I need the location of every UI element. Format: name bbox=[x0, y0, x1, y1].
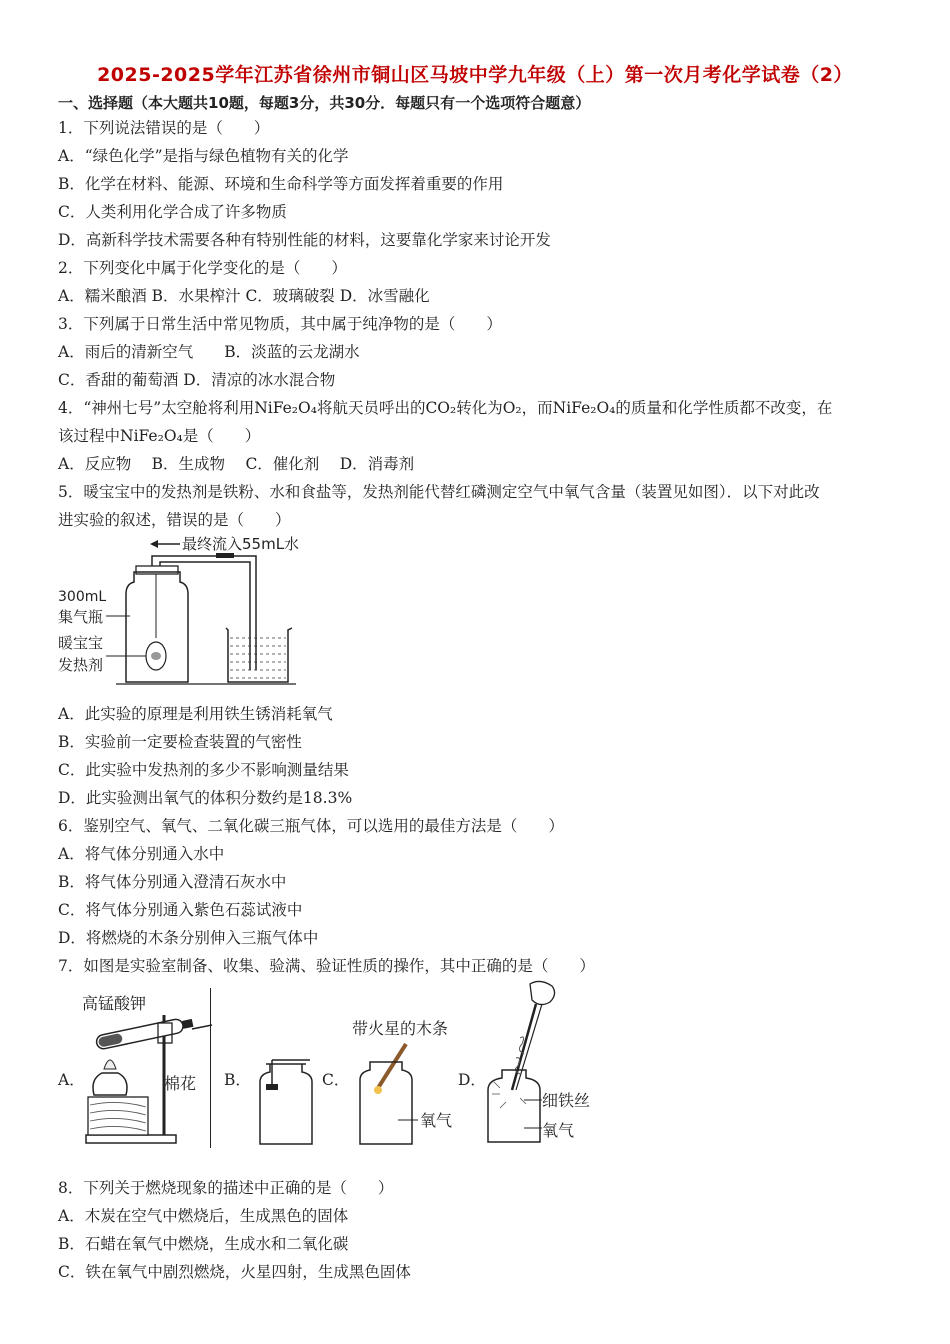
q5-stem-line2: 进实验的叙述，错误的是（ ） bbox=[58, 511, 291, 529]
q3-stem: 3．下列属于日常生活中常见物质，其中属于纯净物的是（ ） bbox=[58, 315, 502, 333]
fig-d-oxygen-label: 氧气 bbox=[542, 1121, 575, 1140]
q1-stem: 1．下列说法错误的是（ ） bbox=[58, 119, 270, 137]
q6-option-d: D．将燃烧的木条分别伸入三瓶气体中 bbox=[58, 929, 319, 947]
q7-label-a: A． bbox=[58, 1071, 85, 1089]
q7-figure-b-collection bbox=[250, 1050, 320, 1150]
q6-option-b: B．将气体分别通入澄清石灰水中 bbox=[58, 873, 287, 891]
q4-stem-line2: 该过程中NiFe₂O₄是（ ） bbox=[58, 427, 261, 445]
q3-options-ab: A．雨后的清新空气 B．淡蓝的云龙湖水 bbox=[58, 343, 360, 361]
fig-bottle-label: 集气瓶 bbox=[58, 608, 104, 626]
q5-stem-line1: 5．暖宝宝中的发热剂是铁粉、水和食盐等，发热剂能代替红磷测定空气中氧气含量（装置见如图）．以下对此改 bbox=[58, 483, 820, 501]
q5-option-a: A．此实验的原理是利用铁生锈消耗氧气 bbox=[58, 705, 333, 723]
q8-option-a: A．木炭在空气中燃烧后，生成黑色的固体 bbox=[58, 1207, 349, 1225]
q8-option-b: B．石蜡在氧气中燃烧，生成水和二氧化碳 bbox=[58, 1235, 349, 1253]
fig-d-wire-label: 细铁丝 bbox=[542, 1091, 591, 1110]
fig-heater-label-2: 发热剂 bbox=[58, 656, 104, 674]
q5-option-c: C．此实验中发热剂的多少不影响测量结果 bbox=[58, 761, 349, 779]
q7-figure-a-heating bbox=[80, 985, 215, 1150]
q6-option-c: C．将气体分别通入紫色石蕊试液中 bbox=[58, 901, 303, 919]
q7-divider bbox=[210, 988, 211, 1148]
fig-a-kmno4-label: 高锰酸钾 bbox=[82, 994, 147, 1013]
q7-label-d: D． bbox=[458, 1071, 486, 1089]
fig-heater-label-1: 暖宝宝 bbox=[58, 634, 104, 652]
q7-figure-d-iron-wire bbox=[480, 978, 610, 1150]
exam-title: 2025-2025学年江苏省徐州市铜山区马坡中学九年级（上）第一次月考化学试卷（2） bbox=[97, 64, 853, 86]
q1-option-d: D．高新科学技术需要各种有特别性能的材料，这要靠化学家来讨论开发 bbox=[58, 231, 551, 249]
fig-bottle-volume-label: 300mL bbox=[58, 589, 107, 605]
section-heading: 一、选择题（本大题共10题，每题3分，共30分．每题只有一个选项符合题意） bbox=[58, 94, 591, 112]
q2-stem: 2．下列变化中属于化学变化的是（ ） bbox=[58, 259, 347, 277]
q5-apparatus-figure bbox=[56, 530, 316, 690]
q8-stem: 8．下列关于燃烧现象的描述中正确的是（ ） bbox=[58, 1179, 394, 1197]
q7-label-b: B． bbox=[224, 1071, 251, 1089]
q6-option-a: A．将气体分别通入水中 bbox=[58, 845, 225, 863]
q5-option-d: D．此实验测出氧气的体积分数约是18.3% bbox=[58, 789, 353, 807]
q1-option-a: A．“绿色化学”是指与绿色植物有关的化学 bbox=[58, 147, 349, 165]
q3-options-cd: C．香甜的葡萄酒 D．清凉的冰水混合物 bbox=[58, 371, 336, 389]
q1-option-b: B．化学在材料、能源、环境和生命科学等方面发挥着重要的作用 bbox=[58, 175, 504, 193]
q8-option-c: C．铁在氧气中剧烈燃烧，火星四射，生成黑色固体 bbox=[58, 1263, 411, 1281]
q4-stem-line1: 4．“神州七号”太空舱将利用NiFe₂O₄将航天员呼出的CO₂转化为O₂，而NiFe₂O₄的质量和化学性质都不改变，在 bbox=[58, 399, 833, 417]
q2-options: A．糯米酿酒 B．水果榨汁 C．玻璃破裂 D．冰雪融化 bbox=[58, 287, 430, 305]
fig-arrow-label: 最终流入55mL水 bbox=[182, 535, 300, 553]
fig-a-cotton-label: 棉花 bbox=[164, 1074, 197, 1093]
fig-c-splint-label: 带火星的木条 bbox=[352, 1019, 449, 1038]
q7-stem: 7．如图是实验室制备、收集、验满、验证性质的操作，其中正确的是（ ） bbox=[58, 957, 595, 975]
q1-option-c: C．人类利用化学合成了许多物质 bbox=[58, 203, 287, 221]
q7-label-c: C． bbox=[322, 1071, 350, 1089]
q6-stem: 6．鉴别空气、氧气、二氧化碳三瓶气体，可以选用的最佳方法是（ ） bbox=[58, 817, 564, 835]
q7-figure-c-splint bbox=[348, 1012, 468, 1152]
q4-options: A．反应物 B．生成物 C．催化剂 D．消毒剂 bbox=[58, 455, 415, 473]
q5-option-b: B．实验前一定要检查装置的气密性 bbox=[58, 733, 302, 751]
fig-c-oxygen-label: 氧气 bbox=[420, 1111, 453, 1130]
